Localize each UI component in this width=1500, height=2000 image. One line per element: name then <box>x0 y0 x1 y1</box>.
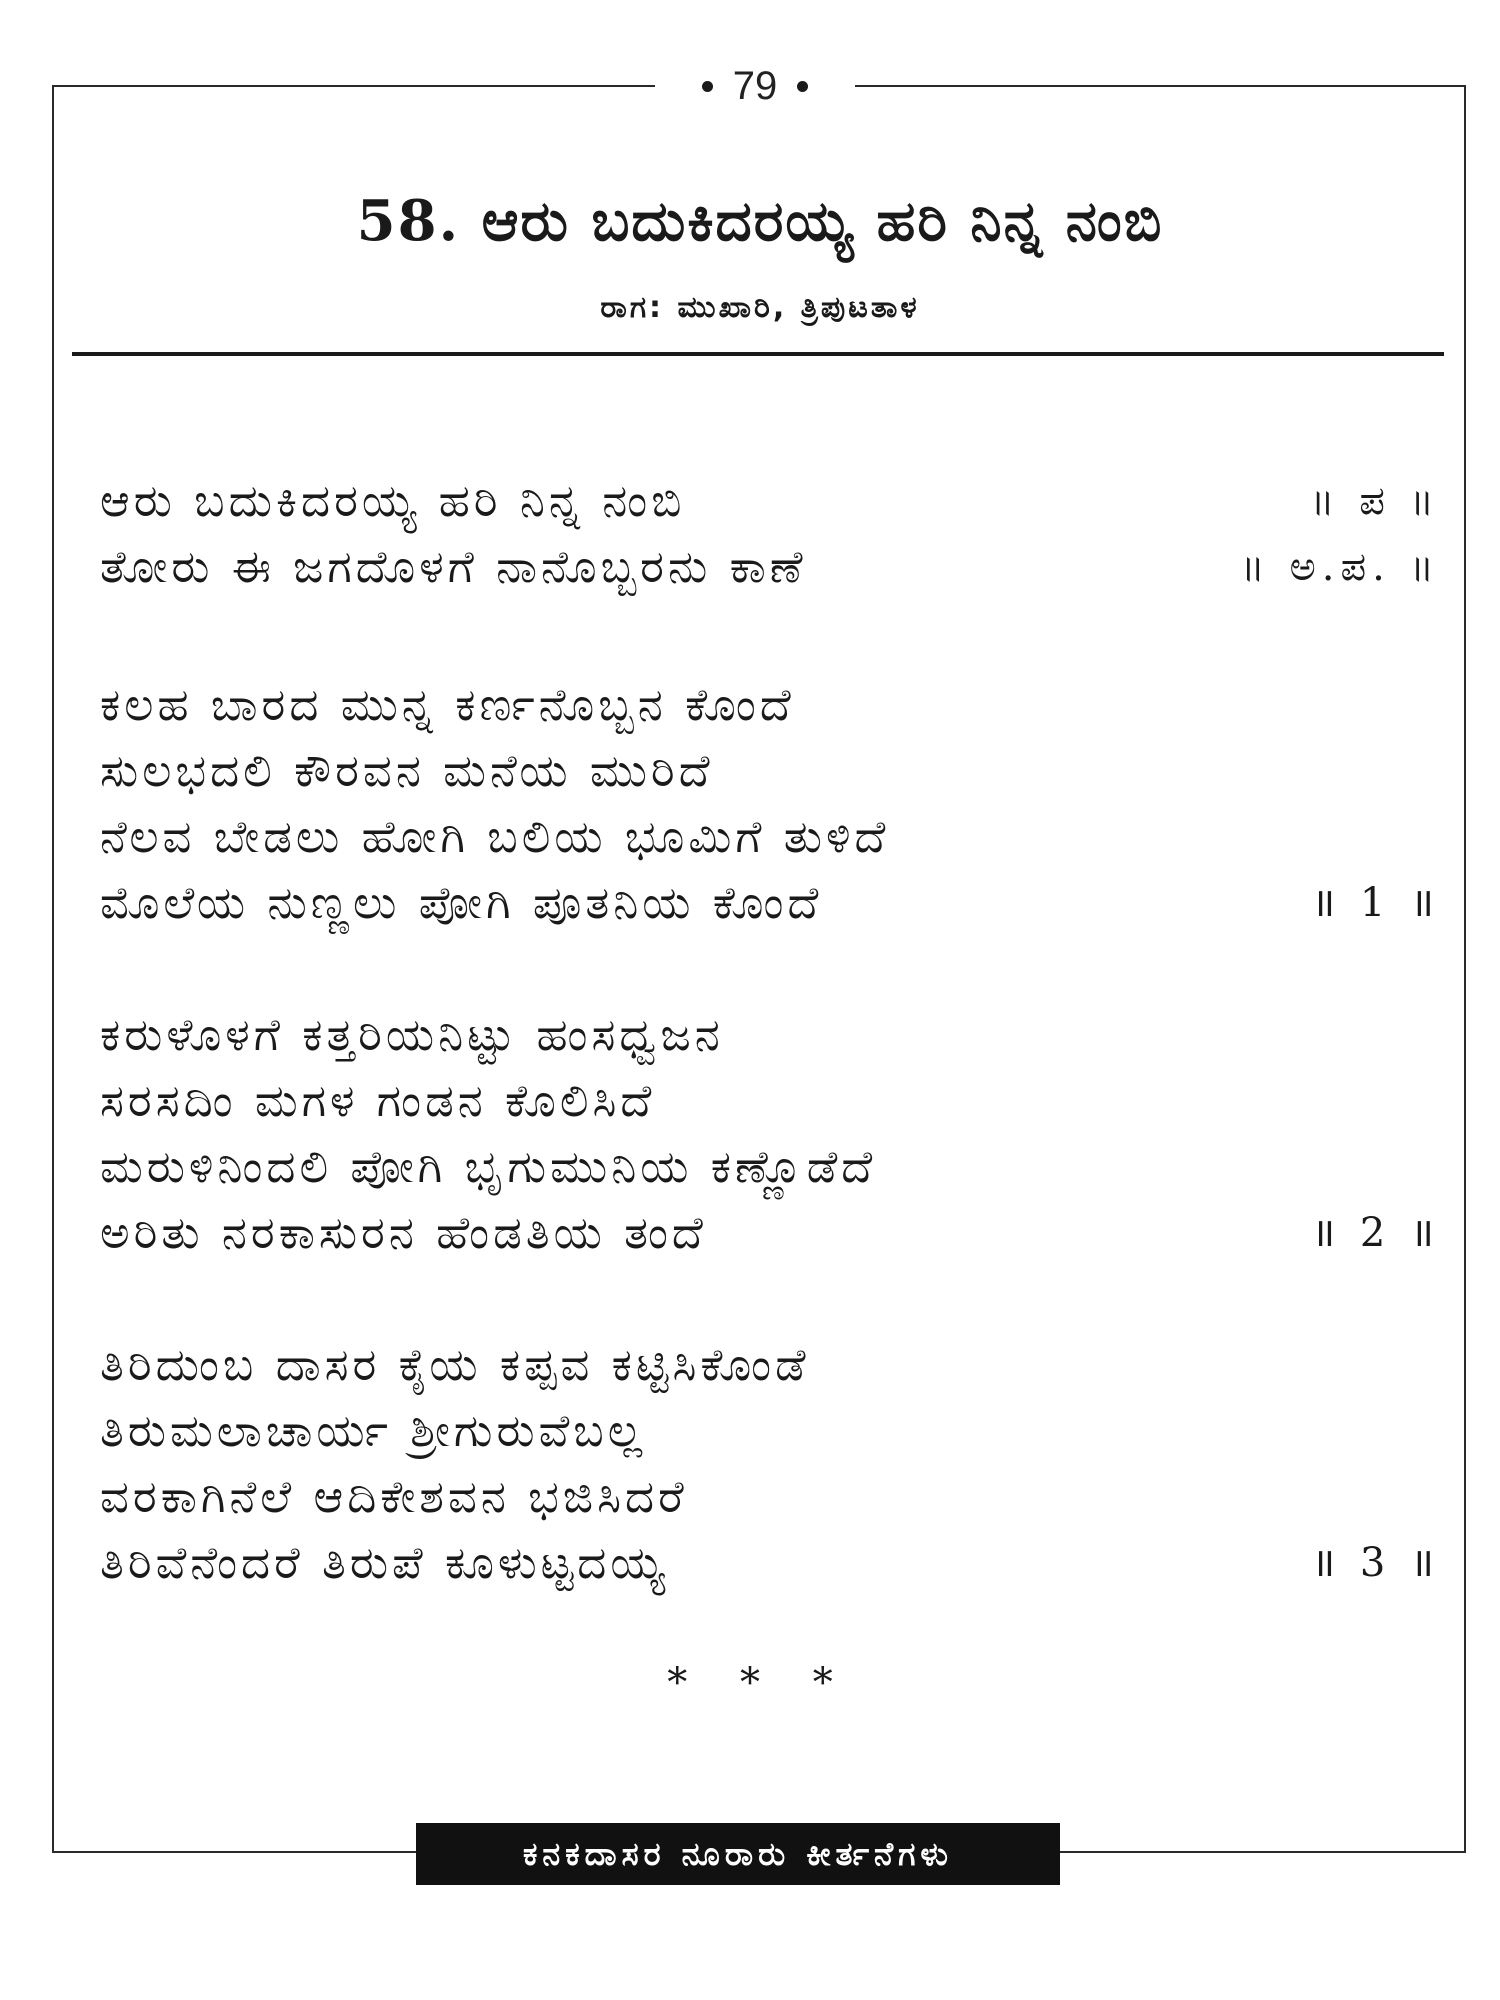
stanza-pallavi <box>100 468 1440 600</box>
verse-line <box>100 672 1440 738</box>
verse-text: ಅರಿತು ನರಕಾಸುರನ ಹೆಂಡತಿಯ ತಂದೆ <box>100 1206 707 1259</box>
verse-text: ಸರಸದಿಂ ಮಗಳ ಗಂಡನ ಕೊಲಿಸಿದೆ <box>100 1074 656 1127</box>
verse-text: ತಿರಿವೆನೆಂದರೆ ತಿರುಪೆ ಕೂಳುಟ್ಟದಯ್ಯ <box>100 1536 669 1589</box>
page-number-group <box>655 58 855 114</box>
raga-tala-line: ರಾಗ: ಮುಖಾರಿ, ತ್ರಿಪುಟತಾಳ <box>600 290 920 325</box>
verse-text: ತೋರು ಈ ಜಗದೊಳಗೆ ನಾನೊಬ್ಬರನು ಕಾಣೆ <box>100 540 807 593</box>
verse-marker: ॥ 2 ॥ <box>1311 1210 1440 1256</box>
verse-line <box>100 1530 1440 1596</box>
verse-line <box>100 1134 1440 1200</box>
verse-text: ವರಕಾಗಿನೆಲೆ ಆದಿಕೇಶವನ ಭಜಿಸಿದರೆ <box>100 1470 688 1523</box>
verse-text: ತಿರುಮಲಾಚಾರ್ಯ ಶ್ರೀಗುರುವೆಬಲ್ಲ <box>100 1404 647 1457</box>
verse-text: ಮರುಳಿನಿಂದಲಿ ಪೋಗಿ ಭೃಗುಮುನಿಯ ಕಣ್ಣೊಡೆದೆ <box>100 1140 877 1193</box>
verse-line <box>100 870 1440 936</box>
verse-line <box>100 1332 1440 1398</box>
verse-marker: ॥ 3 ॥ <box>1311 1540 1440 1586</box>
verse-text: ನೆಲವ ಬೇಡಲು ಹೋಗಿ ಬಲಿಯ ಭೂಮಿಗೆ ತುಳಿದೆ <box>100 810 890 863</box>
stanza-1 <box>100 672 1440 936</box>
stanza-2 <box>100 1002 1440 1266</box>
verse-marker: ॥ ಅ.ಪ. ॥ <box>1240 544 1440 590</box>
verse-line <box>100 1200 1440 1266</box>
stanza-3 <box>100 1332 1440 1596</box>
verse-line <box>100 738 1440 804</box>
verse-line <box>100 468 1440 534</box>
verse-text: ತಿರಿದುಂಬ ದಾಸರ ಕೈಯ ಕಪ್ಪವ ಕಟ್ಟಿಸಿಕೊಂಡೆ <box>100 1338 810 1391</box>
verse-line <box>100 1398 1440 1464</box>
book-title-footer: ಕನಕದಾಸರ ನೂರಾರು ಕೀರ್ತನೆಗಳು <box>416 1823 1060 1885</box>
end-of-song-mark: * * * <box>667 1660 853 1706</box>
verse-text: ಆರು ಬದುಕಿದರಯ್ಯ ಹರಿ ನಿನ್ನ ನಂಬಿ <box>100 474 686 527</box>
verse-marker: ॥ 1 ॥ <box>1311 880 1440 926</box>
verse-marker: ॥ ಪ ॥ <box>1310 478 1440 524</box>
page-number: 79 <box>732 63 778 108</box>
song-title: 58. ಆರು ಬದುಕಿದರಯ್ಯ ಹರಿ ನಿನ್ನ ನಂಬಿ <box>356 188 1164 254</box>
verse-line <box>100 1068 1440 1134</box>
bullet-icon <box>797 81 808 92</box>
title-divider <box>72 352 1444 356</box>
bullet-icon <box>702 81 713 92</box>
verse-text: ಕರುಳೊಳಗೆ ಕತ್ತರಿಯನಿಟ್ಟು ಹಂಸಧ್ವಜನ <box>100 1008 724 1061</box>
verse-line <box>100 1002 1440 1068</box>
verse-text: ಕಲಹ ಬಾರದ ಮುನ್ನ ಕರ್ಣನೊಬ್ಬನ ಕೊಂದೆ <box>100 678 795 731</box>
verse-text: ಸುಲಭದಲಿ ಕೌರವನ ಮನೆಯ ಮುರಿದೆ <box>100 744 714 797</box>
verse-line <box>100 1464 1440 1530</box>
verse-text: ಮೊಲೆಯ ನುಣ್ಣಲು ಪೋಗಿ ಪೂತನಿಯ ಕೊಂದೆ <box>100 876 823 929</box>
verse-line <box>100 804 1440 870</box>
verse-line <box>100 534 1440 600</box>
